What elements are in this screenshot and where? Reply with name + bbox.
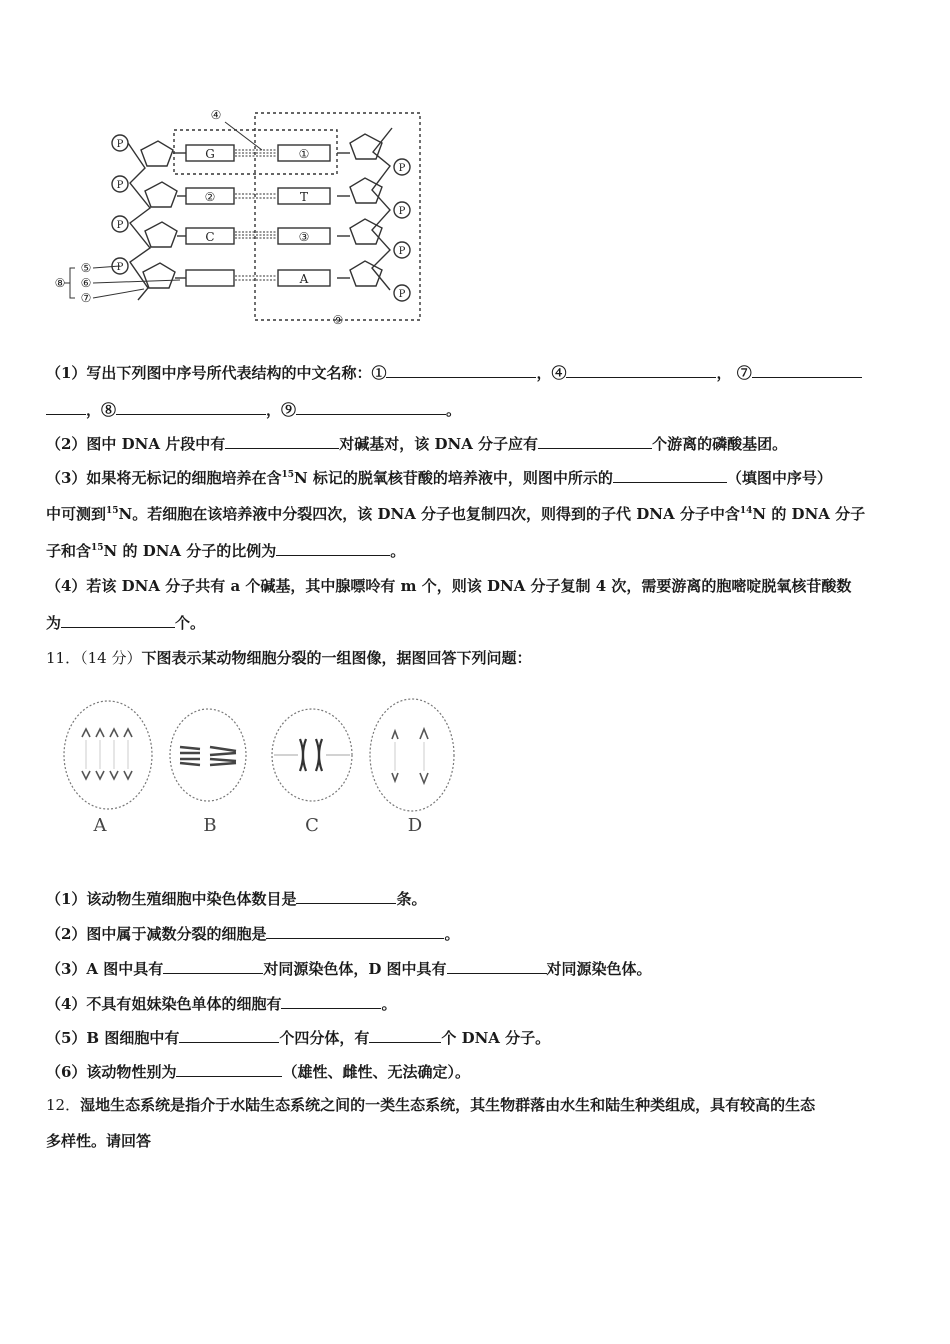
q10-part3-line1: （3）如果将无标记的细胞培养在含$^{15}$N 标记的脱氧核苷酸的培养液中，则图中所示的 （填图中序号） <box>46 469 832 487</box>
answer-blank-sex[interactable] <box>176 1061 282 1077</box>
phosphate-label: P <box>116 139 124 150</box>
answer-blank-tetrads[interactable] <box>179 1027 279 1043</box>
q12-line1: 12．湿地生态系统是指介于水陆生态系统之间的一类生态系统，其生物群落由水生和陆生种类组成，具有较高的生态 <box>46 1096 816 1114</box>
answer-blank-dna-count[interactable] <box>369 1027 441 1043</box>
q10-part3-line2: 中可测到$^{15}$N。若细胞在该培养液中分裂四次，该 DNA 分子也复制四次，则得到的子代 DNA 分子中含$^{14}$N 的 DNA 分子 <box>46 505 866 523</box>
q11-sub2: （2）图中属于减数分裂的细胞是 。 <box>46 925 460 943</box>
phosphate-label: P <box>398 246 406 257</box>
answer-blank-8[interactable] <box>116 399 266 415</box>
q11-sub3: （3）A 图中具有 对同源染色体，D 图中具有 对同源染色体。 <box>46 960 652 978</box>
left-base-label: ② <box>204 190 216 204</box>
answer-blank-homologous-d[interactable] <box>447 958 547 974</box>
answer-blank-homologous-a[interactable] <box>163 958 263 974</box>
q10-part4-line1: （4）若该 DNA 分子共有 a 个碱基，其中腺嘌呤有 m 个，则该 DNA 分子复制 4 次，需要游离的胞嘧啶脱氧核苷酸数 <box>46 577 852 595</box>
cell-label-d: D <box>407 815 423 836</box>
phosphate-label: P <box>398 289 406 300</box>
answer-blank-ratio[interactable] <box>276 540 390 556</box>
phosphate-label: P <box>398 206 406 217</box>
answer-blank-meiosis-cells[interactable] <box>266 923 444 939</box>
q10-part4-line2: 为 个。 <box>46 614 206 632</box>
right-base-label: T <box>299 190 309 204</box>
phosphate-label: P <box>116 262 124 273</box>
answer-blank-4[interactable] <box>566 362 716 378</box>
cell-division-figure <box>60 695 460 840</box>
right-base-label: A <box>299 272 309 286</box>
answer-blank-cytosine[interactable] <box>61 612 175 628</box>
answer-blank-7b[interactable] <box>46 399 86 415</box>
cell-label-a: A <box>93 815 107 836</box>
phosphate-label: P <box>116 180 124 191</box>
left-base-label: C <box>205 230 215 244</box>
q11-sub4: （4）不具有姐妹染色单体的细胞有 。 <box>46 995 397 1013</box>
callout-9: ⑨ <box>332 313 344 327</box>
q11-sub5: （5）B 图细胞中有 个四分体，有 个 DNA 分子。 <box>46 1029 551 1047</box>
right-base-label: ① <box>298 147 310 161</box>
q11-heading: 11．（14 分）下图表示某动物细胞分裂的一组图像，据图回答下列问题： <box>46 649 532 667</box>
callout-4: ④ <box>210 108 222 122</box>
callout-7: ⑦ <box>80 291 92 305</box>
right-base-label: ③ <box>298 230 310 244</box>
q10-part1-line2: ，⑧ ，⑨ 。 <box>46 399 904 420</box>
callout-5: ⑤ <box>80 261 92 275</box>
cell-label-c: C <box>305 815 319 836</box>
answer-blank-1[interactable] <box>386 362 536 378</box>
cell-label-b: B <box>203 815 217 836</box>
answer-blank-7a[interactable] <box>752 362 862 378</box>
phosphate-label: P <box>116 220 124 231</box>
answer-blank-chromosome-count[interactable] <box>296 888 396 904</box>
answer-blank-phosphate[interactable] <box>538 433 652 449</box>
answer-blank-base-pairs[interactable] <box>225 433 339 449</box>
q10-part3-line3: 子和含$^{15}$N 的 DNA 分子的比例为 。 <box>46 542 406 560</box>
q11-sub1: （1）该动物生殖细胞中染色体数目是 条。 <box>46 890 427 908</box>
callout-8: ⑧ <box>54 276 66 290</box>
phosphate-label: P <box>398 163 406 174</box>
q10-part1-line1: （1）写出下列图中序号所代表结构的中文名称：① ，④ ， ⑦ <box>46 362 904 383</box>
answer-blank-no-sister[interactable] <box>281 993 381 1009</box>
dna-structure-figure <box>40 100 440 332</box>
answer-blank-9[interactable] <box>296 399 446 415</box>
q10-part2: （2）图中 DNA 片段中有 对碱基对，该 DNA 分子应有 个游离的磷酸基团。 <box>46 435 788 453</box>
callout-6: ⑥ <box>80 276 92 290</box>
q12-line2: 多样性。请回答 <box>46 1132 152 1150</box>
answer-blank-labeled[interactable] <box>613 467 727 483</box>
q11-sub6: （6）该动物性别为 （雄性、雌性、无法确定）。 <box>46 1063 470 1081</box>
left-base-label: G <box>205 147 215 161</box>
